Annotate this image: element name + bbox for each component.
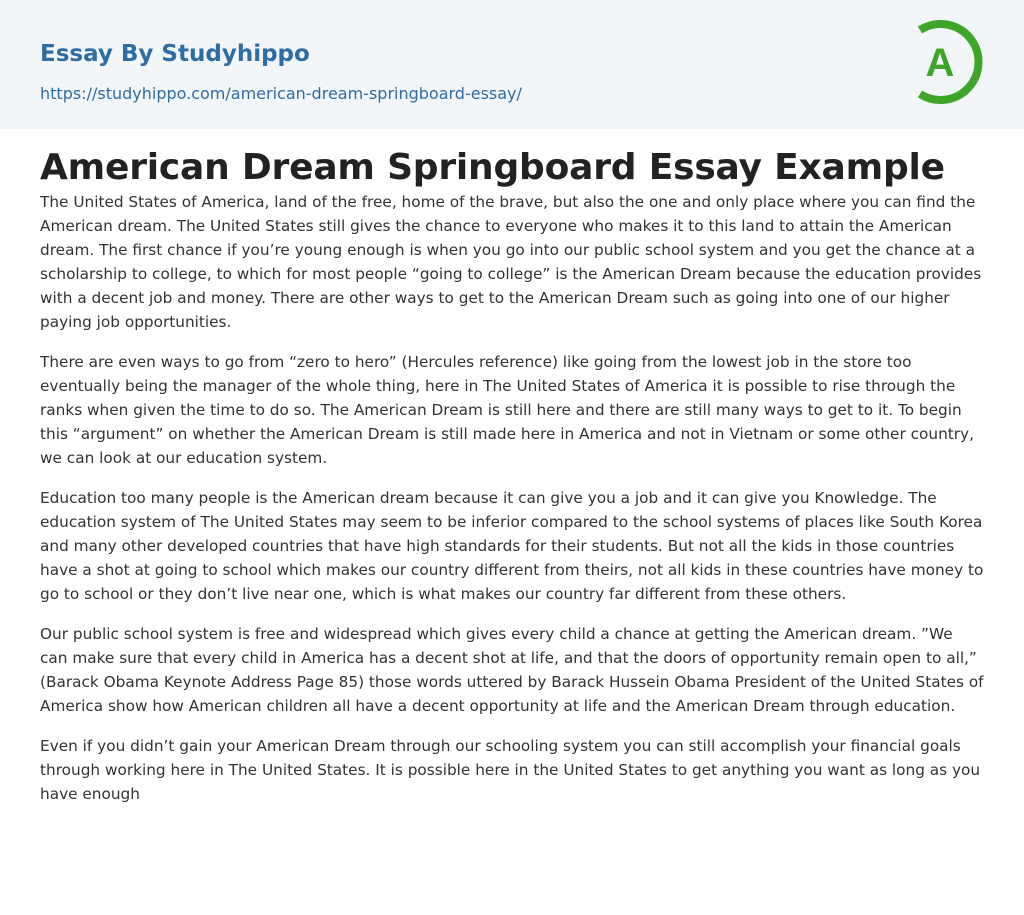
essay-url-link[interactable]: https://studyhippo.com/american-dream-springboard-essay/ <box>40 84 522 103</box>
article <box>0 129 1024 806</box>
logo-letter: A <box>925 41 955 85</box>
paragraph-1: The United States of America, land of the free, home of the brave, but also the one and only place where you can find the American dream. The United States still gives the chance to everyone who makes it to this land to attain the American dream. The first chance if you’re young enough is when you go into our public school system and you get the chance at a scholarship to college, to which for most people “going to college” is the American Dream because the education provides with a decent job and money. There are other ways to get to the American Dream such as going into one of our higher paying job opportunities. <box>40 193 982 331</box>
studyhippo-logo-icon[interactable] <box>909 18 989 106</box>
site-header <box>0 0 1024 129</box>
page-title: American Dream Springboard Essay Example <box>40 147 945 188</box>
paragraph-3: Education too many people is the American dream because it can give you a job and it can give you Knowledge. The education system of The United States may seem to be inferior compared to the school systems of places like South Korea and many other developed countries that have high standards for their students. But not all the kids in those countries have a shot at going to school which makes our country different from theirs, not all kids in these countries have money to go to school or they don’t live near one, which is what makes our country far different from these others. <box>40 489 984 603</box>
site-brand[interactable]: Essay By Studyhippo <box>40 41 310 67</box>
paragraph-4: Our public school system is free and widespread which gives every child a chance at getting the American dream. ”We can make sure that every child in America has a decent shot at life, and that the doors of opportunity remain open to all,” (Barack Obama Keynote Address Page 85) those words uttered by Barack Hussein Obama President of the United States of America show how American children all have a decent opportunity at life and the American Dream through education. <box>40 625 984 715</box>
paragraph-2: There are even ways to go from “zero to hero” (Hercules reference) like going from the lowest job in the store too eventually being the manager of the whole thing, here in The United States of America it is possible to rise through the ranks when given the time to do so. The American Dream is still here and there are still many ways to get to it. To begin this “argument” on whether the American Dream is still made here in America and not in Vietnam or some other country, we can look at our education system. <box>40 353 974 467</box>
paragraph-5: Even if you didn’t gain your American Dream through our schooling system you can still accomplish your financial goals through working here in The United States. It is possible here in the United States to get anything you want as long as you have enough <box>40 737 981 803</box>
